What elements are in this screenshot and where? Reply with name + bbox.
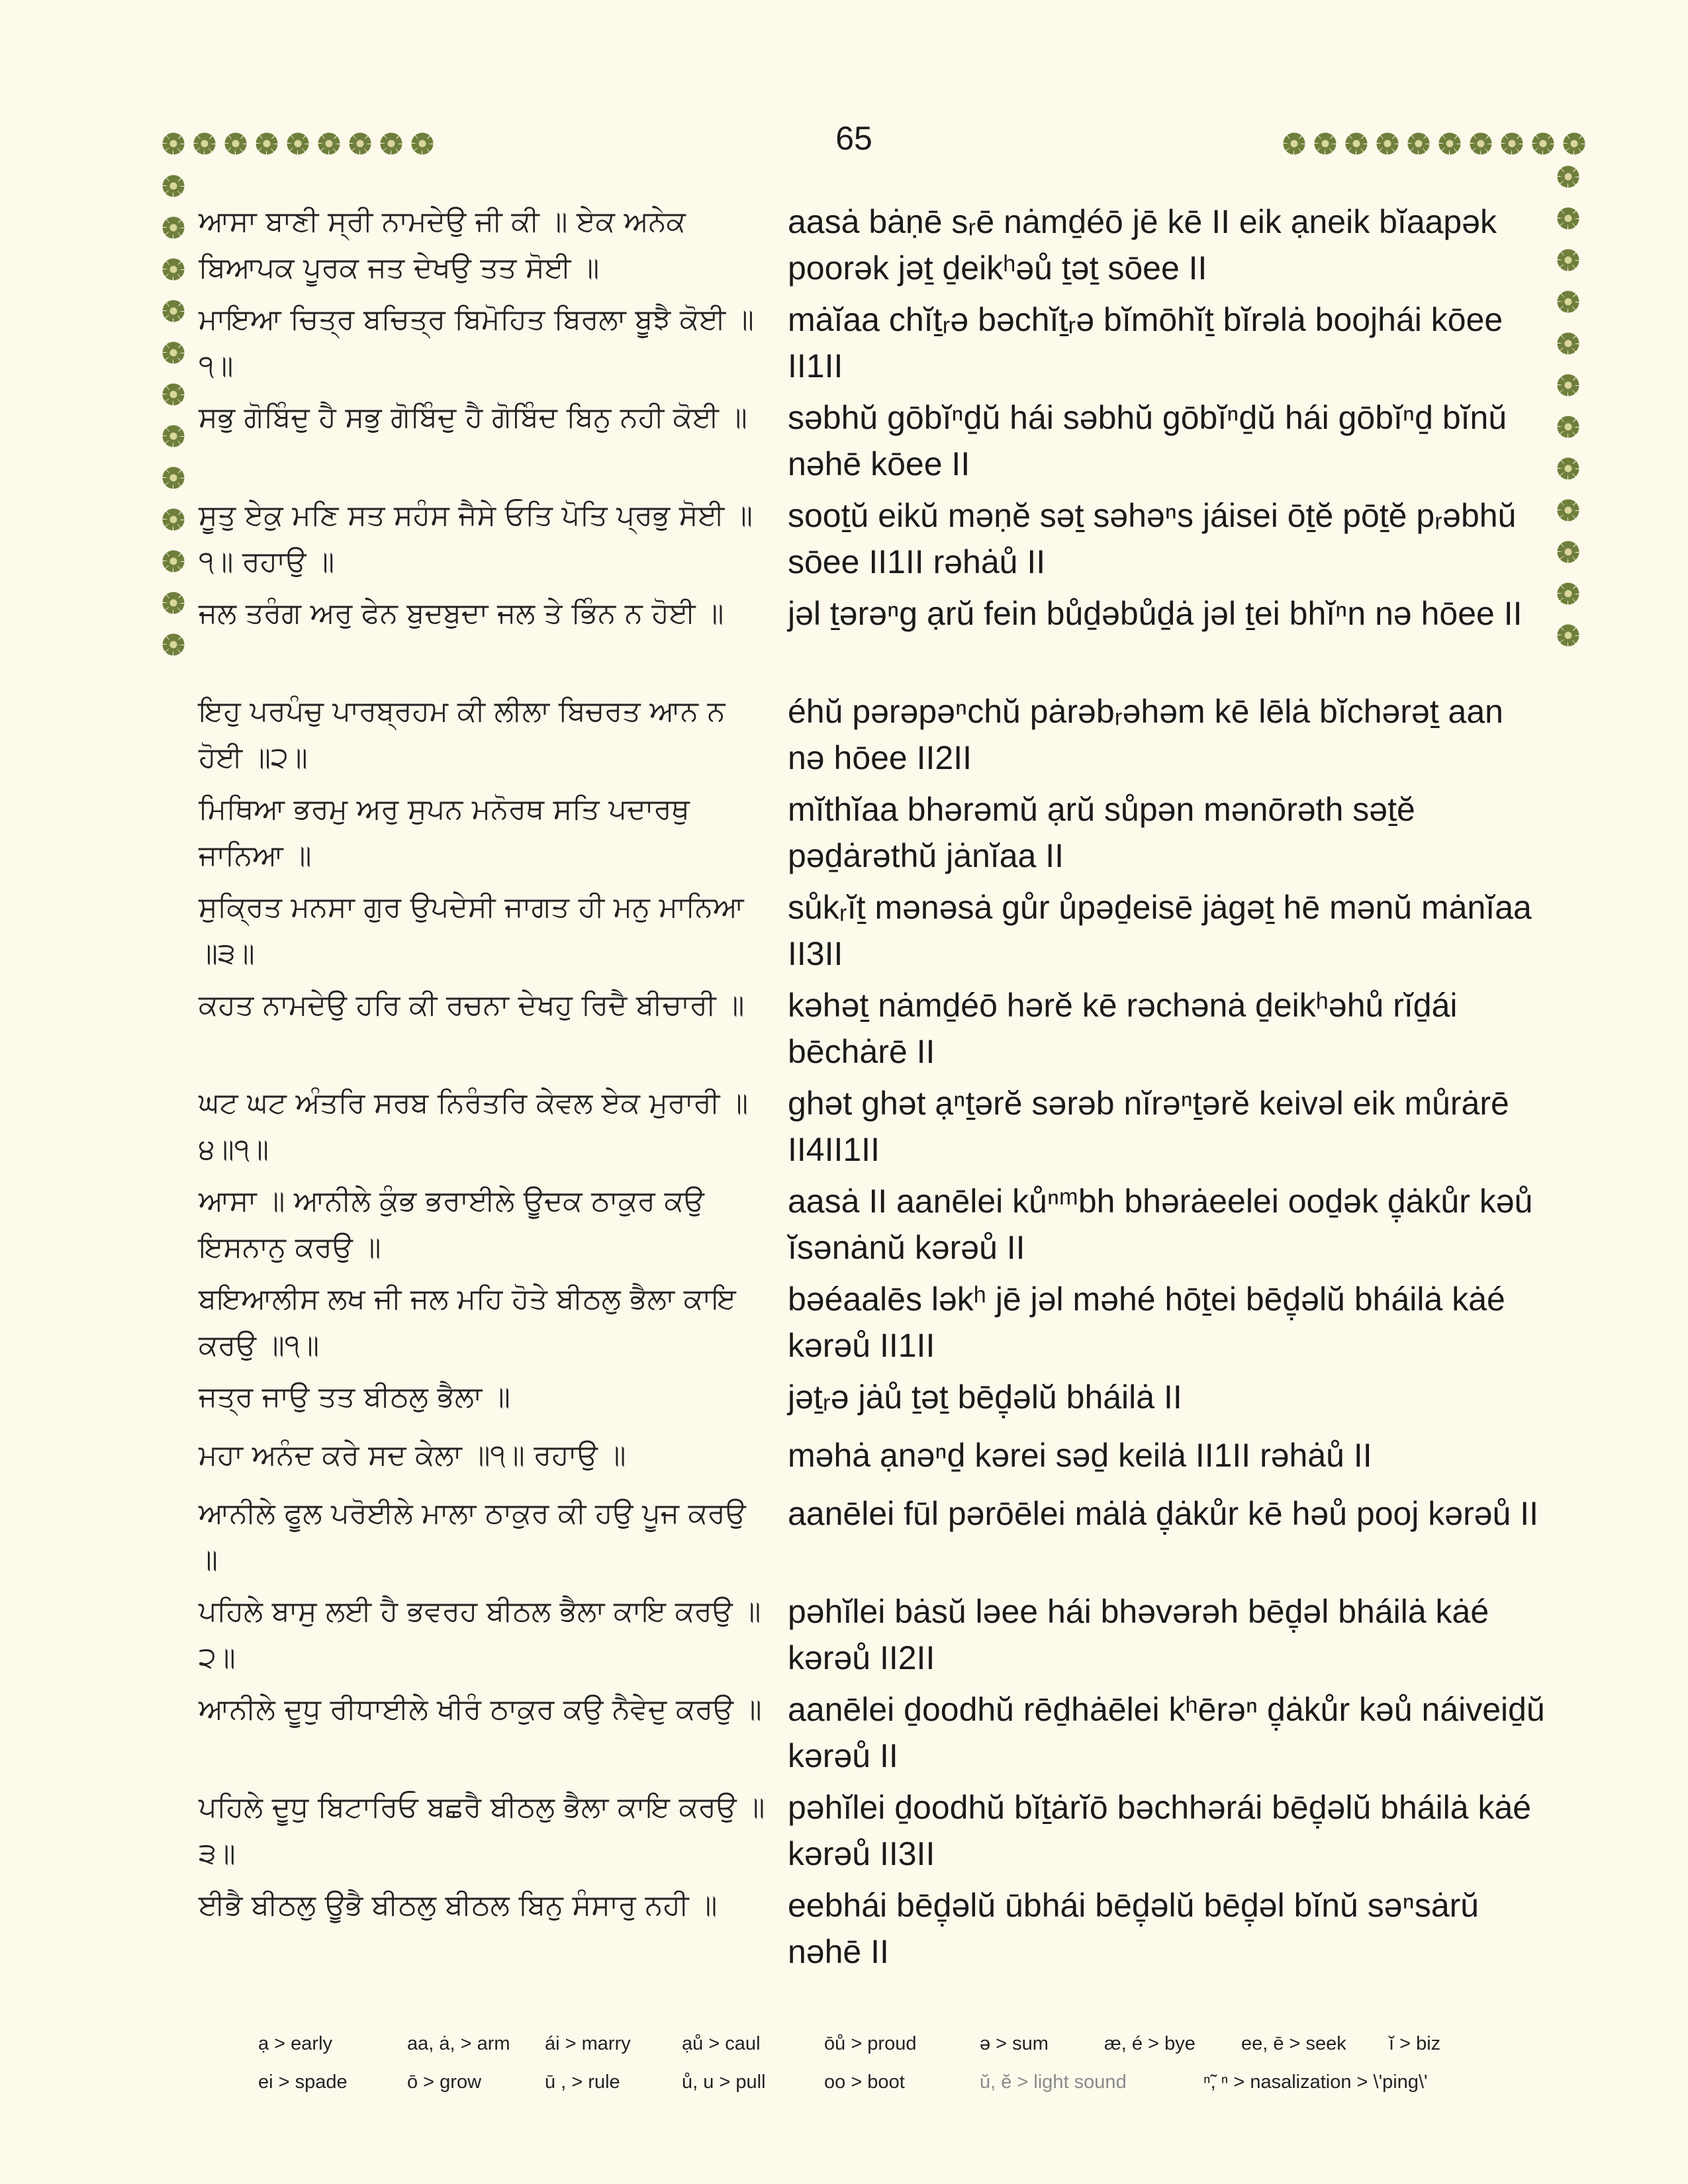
transliteration-text: ghət ghət ạⁿṯərĕ sərəb nĭrəⁿṯərĕ keivəl eik můrȧrē II4II1II [788,1085,1509,1168]
gurmukhi-text: ਸੁਕ੍ਰਿਤ ਮਨਸਾ ਗੁਰ ਉਪਦੇਸੀ ਜਾਗਤ ਹੀ ਮਨੁ ਮਾਨਿਆ ॥੩॥ [199,891,744,970]
legend-item: ō > grow [407,2071,482,2093]
gurmukhi-text: ਇਹੁ ਪਰਪੰਚੁ ਪਾਰਬ੍ਰਹਮ ਕੀ ਲੀਲਾ ਬਿਚਰਤ ਆਨ ਨ ਹੋਈ ॥੨॥ [199,695,726,774]
legend-item: ái > marry [545,2033,631,2054]
green-flower-icon [1532,132,1554,155]
transliteration-text: kəhəṯ nȧmḏéō hərĕ kē rəchənȧ ḏeikʰəhů rĭḏái bēchȧrē II [788,987,1458,1070]
gurmukhi-text: ਪਹਿਲੇ ਦੂਧੁ ਬਿਟਾਰਿਓ ਬਛਰੈ ਬੀਠਲੁ ਭੈਲਾ ਕਾਇ ਕਰਉ ॥੩॥ [199,1791,765,1870]
verse-row [199,199,1549,296]
transliteration-text: səbhŭ gōbĭⁿḏŭ hái səbhŭ gōbĭⁿḏŭ hái gōbĭⁿḏ bĭnŭ nəhē kōee II [788,399,1507,482]
gurmukhi-text: ਸਭੁ ਗੋਬਿੰਦੁ ਹੈ ਸਭੁ ਗੋਬਿੰਦੁ ਹੈ ਗੋਬਿੰਦ ਬਿਨੁ ਨਹੀ ਕੋਈ ॥ [199,401,747,434]
verse-row [199,1784,1549,1882]
green-flower-icon [224,132,247,155]
transliteration-text: məhȧ ạnəⁿḏ kərei səḏ keilȧ II1II rəhȧů II [788,1437,1372,1474]
legend-row [258,2033,1516,2071]
gurmukhi-text: ਆਸਾ ਬਾਣੀ ਸ੍ਰੀ ਨਾਮਦੇਉ ਜੀ ਕੀ ॥ ਏਕ ਅਨੇਕ ਬਿਆਪਕ ਪੂਰਕ ਜਤ ਦੇਖਉ ਤਤ ਸੋਈ ॥ [199,205,686,285]
gurmukhi-text: ਜਤ੍ਰ ਜਾਉ ਤਤ ਬੀਠਲੁ ਭੈਲਾ ॥ [199,1381,510,1414]
green-flower-icon [1557,249,1579,271]
ornament-column-left [162,175,185,656]
legend-item: ạů > caul [682,2033,761,2054]
green-flower-icon [1557,332,1579,355]
transliteration-text: jəl ṯərəⁿg ạrŭ fein bůḏəbůḏȧ jəl ṯei bhĭⁿn nə hōee II [788,595,1523,632]
green-flower-icon [1557,374,1579,396]
green-flower-icon [1557,624,1579,647]
transliteration-text: aasȧ bȧṇē sᵣē nȧmḏéō jē kē II eik ạneik bĭaapək poorək jəṯ ḏeikʰəů ṯəṯ sōee II [788,203,1497,287]
green-flower-icon [162,508,185,531]
verse-row [199,1432,1549,1490]
green-flower-icon [1283,132,1305,155]
verse-row [199,1490,1549,1588]
green-flower-icon [1557,541,1579,563]
green-flower-icon [162,633,185,656]
green-flower-icon [162,550,185,572]
ornament-column-right [1557,165,1579,647]
legend-item: ə > sum [980,2033,1049,2054]
green-flower-icon [256,132,278,155]
legend-item: ⁿ̃, ⁿ > nasalization > \'ping\' [1203,2071,1428,2093]
legend-item: ů, u > pull [682,2071,766,2093]
gurmukhi-text: ਸੂਤੁ ਏਕੁ ਮਣਿ ਸਤ ਸਹੰਸ ਜੈਸੇ ਓਤਿ ਪੋਤਿ ਪ੍ਰਭੁ ਸੋਈ ॥੧॥ ਰਹਾਉ ॥ [199,499,753,578]
transliteration-text: aasȧ II aanēlei kůⁿᵐbh bhərȧeelei ooḏək ḏ̣ȧkůr kəů ĭsənȧnŭ kərəů II [788,1183,1533,1266]
ornament-row-top-right [1283,132,1585,155]
gurmukhi-text: ਆਸਾ ॥ ਆਨੀਲੇ ਕੁੰਭ ਭਰਾਈਲੇ ਊਦਕ ਠਾਕੁਰ ਕਉ ਇਸਨਾਨੁ ਕਰਉ ॥ [199,1185,704,1264]
transliteration-text: eebhái bēḏ̣əlŭ ūbhái bēḏ̣əlŭ bēḏ̣əl bĭnŭ səⁿsȧrŭ nəhē II [788,1887,1479,1970]
verse-row [199,1374,1549,1432]
green-flower-icon [1376,132,1399,155]
green-flower-icon [1557,582,1579,605]
gurmukhi-text: ਘਟ ਘਟ ਅੰਤਰਿ ਸਰਬ ਨਿਰੰਤਰਿ ਕੇਵਲ ਏਕ ਮੁਰਾਰੀ ॥੪॥੧॥ [199,1087,749,1166]
transliteration-text: bəéaalēs ləkʰ jē jəl məhé hōṯei bēḏ̣əlŭ bháilȧ kȧé kərəů II1II [788,1281,1505,1364]
green-flower-icon [1314,132,1336,155]
ornament-row-top-left [162,132,434,155]
gurmukhi-text: ਜਲ ਤਰੰਗ ਅਰੁ ਫੇਨ ਬੁਦਬੁਦਾ ਜਲ ਤੇ ਭਿੰਨ ਨ ਹੋਈ ॥ [199,597,724,630]
green-flower-icon [162,216,185,239]
verse-row [199,688,1549,786]
gurmukhi-text: ਆਨੀਲੇ ਦੂਧੁ ਰੀਧਾਈਲੇ ਖੀਰੰ ਠਾਕੁਰ ਕਉ ਨੈਵੇਦੁ ਕਰਉ ॥ [199,1693,762,1726]
green-flower-icon [162,467,185,489]
green-flower-icon [1407,132,1430,155]
legend-item: ạ > early [258,2033,333,2054]
verse-row [199,1178,1549,1276]
green-flower-icon [1345,132,1368,155]
transliteration-text: mĭthĭaa bhərəmŭ ạrŭ sůpən mənōrəth səṯĕ pəḏȧrəthŭ jȧnĭaa II [788,791,1415,874]
transliteration-text: sůkᵣĭṯ mənəsȧ gůr ůpəḏeisē jȧgəṯ hē mənŭ mȧnĭaa II3II [788,889,1532,972]
legend-item: ōů > proud [824,2033,917,2054]
legend-item: ĭ > biz [1389,2033,1441,2054]
green-flower-icon [1557,416,1579,438]
green-flower-icon [162,300,185,322]
green-flower-icon [1557,207,1579,230]
transliteration-text: jəṯᵣə jȧů ṯəṯ bēḏ̣əlŭ bháilȧ II [788,1379,1182,1416]
verse-row [199,884,1549,982]
verse-list [199,199,1549,1980]
green-flower-icon [162,592,185,614]
green-flower-icon [162,383,185,406]
gurmukhi-text: ਮਾਇਆ ਚਿਤ੍ਰ ਬਚਿਤ੍ਰ ਬਿਮੋਹਿਤ ਬਿਰਲਾ ਬੂਝੈ ਕੋਈ ॥੧॥ [199,303,754,383]
transliteration-text: aanēlei ḏoodhŭ rēḏhȧēlei kʰērəⁿ ḏ̣ȧkůr kəů náiveiḏŭ kərəů II [788,1691,1545,1774]
transliteration-text: mȧĭaa chĭṯᵣə bəchĭṯᵣə bĭmōhĭṯ bĭrəlȧ boojhái kōee II1II [788,301,1503,385]
legend-item: aa, ȧ, > arm [407,2033,510,2054]
green-flower-icon [162,175,185,197]
gurmukhi-text: ਬਇਆਲੀਸ ਲਖ ਜੀ ਜਲ ਮਹਿ ਹੋਤੇ ਬੀਠਲੁ ਭੈਲਾ ਕਾਇ ਕਰਉ ॥੧॥ [199,1283,736,1362]
pronunciation-legend [258,2033,1516,2110]
page-number: 65 [835,120,872,157]
green-flower-icon [380,132,402,155]
green-flower-icon [1557,457,1579,480]
transliteration-text: pəhĭlei ḏoodhŭ bĭṯȧrĭō bəchhərái bēḏ̣əlŭ bháilȧ kȧé kərəů II3II [788,1789,1532,1872]
verse-row [199,492,1549,590]
green-flower-icon [349,132,371,155]
gurmukhi-text: ਮਹਾ ਅਨੰਦ ਕਰੇ ਸਦ ਕੇਲਾ ॥੧॥ ਰਹਾਉ ॥ [199,1439,626,1472]
green-flower-icon [193,132,216,155]
verse-row [199,1882,1549,1980]
transliteration-text: aanēlei fūl pərōēlei mȧlȧ ḏ̣ȧkůr kē həů pooj kərəů II [788,1495,1539,1532]
legend-item: æ, é > bye [1104,2033,1196,2054]
gurmukhi-text: ਆਨੀਲੇ ਫੂਲ ਪਰੋਈਲੇ ਮਾਲਾ ਠਾਕੁਰ ਕੀ ਹਉ ਪੂਜ ਕਰਉ ॥ [199,1497,746,1576]
verse-row [199,1276,1549,1374]
verse-row [199,1588,1549,1686]
transliteration-text: sooṯŭ eikŭ məṇĕ səṯ səhəⁿs jáisei ōṯĕ pōṯĕ pᵣəbhŭ sōee II1II rəhȧů II [788,497,1517,580]
verse-row [199,786,1549,884]
verse-row [199,1080,1549,1178]
green-flower-icon [411,132,434,155]
verse-row [199,394,1549,492]
green-flower-icon [1501,132,1523,155]
gurmukhi-text: ਪਹਿਲੇ ਬਾਸੁ ਲਈ ਹੈ ਭਵਰਹ ਬੀਠਲ ਭੈਲਾ ਕਾਇ ਕਰਉ ॥੨॥ [199,1595,761,1674]
green-flower-icon [1557,291,1579,313]
legend-item: ŭ, ĕ > light sound [980,2071,1127,2093]
verse-row [199,1686,1549,1784]
green-flower-icon [162,132,185,155]
transliteration-text: pəhĭlei bȧsŭ ləee hái bhəvərəh bēḏ̣əl bháilȧ kȧé kərəů II2II [788,1593,1489,1676]
gurmukhi-text: ਕਹਤ ਨਾਮਦੇਉ ਹਰਿ ਕੀ ਰਚਨਾ ਦੇਖਹੁ ਰਿਦੈ ਬੀਚਾਰੀ ॥ [199,989,745,1022]
green-flower-icon [318,132,340,155]
green-flower-icon [1563,132,1585,155]
legend-item: ū , > rule [545,2071,620,2093]
gurmukhi-text: ਮਿਥਿਆ ਭਰਮੁ ਅਰੁ ਸੁਪਨ ਮਨੋਰਥ ਸਤਿ ਪਦਾਰਥੁ ਜਾਨਿਆ ॥ [199,793,690,872]
green-flower-icon [1557,499,1579,522]
green-flower-icon [1470,132,1492,155]
legend-item: oo > boot [824,2071,905,2093]
green-flower-icon [162,425,185,447]
green-flower-icon [1557,165,1579,188]
verse-row [199,590,1549,688]
verse-row [199,982,1549,1080]
green-flower-icon [162,341,185,364]
green-flower-icon [287,132,309,155]
legend-row [258,2071,1516,2110]
green-flower-icon [1438,132,1461,155]
green-flower-icon [162,258,185,281]
transliteration-text: éhŭ pərəpəⁿchŭ pȧrəbᵣəhəm kē lēlȧ bĭchərəṯ aan nə hōee II2II [788,693,1503,776]
verse-row [199,296,1549,394]
legend-item: ee, ē > seek [1241,2033,1346,2054]
legend-item: ei > spade [258,2071,348,2093]
gurmukhi-text: ਈਭੈ ਬੀਠਲੁ ਊਭੈ ਬੀਠਲੁ ਬੀਠਲ ਬਿਨੁ ਸੰਸਾਰੁ ਨਹੀ ॥ [199,1889,718,1922]
